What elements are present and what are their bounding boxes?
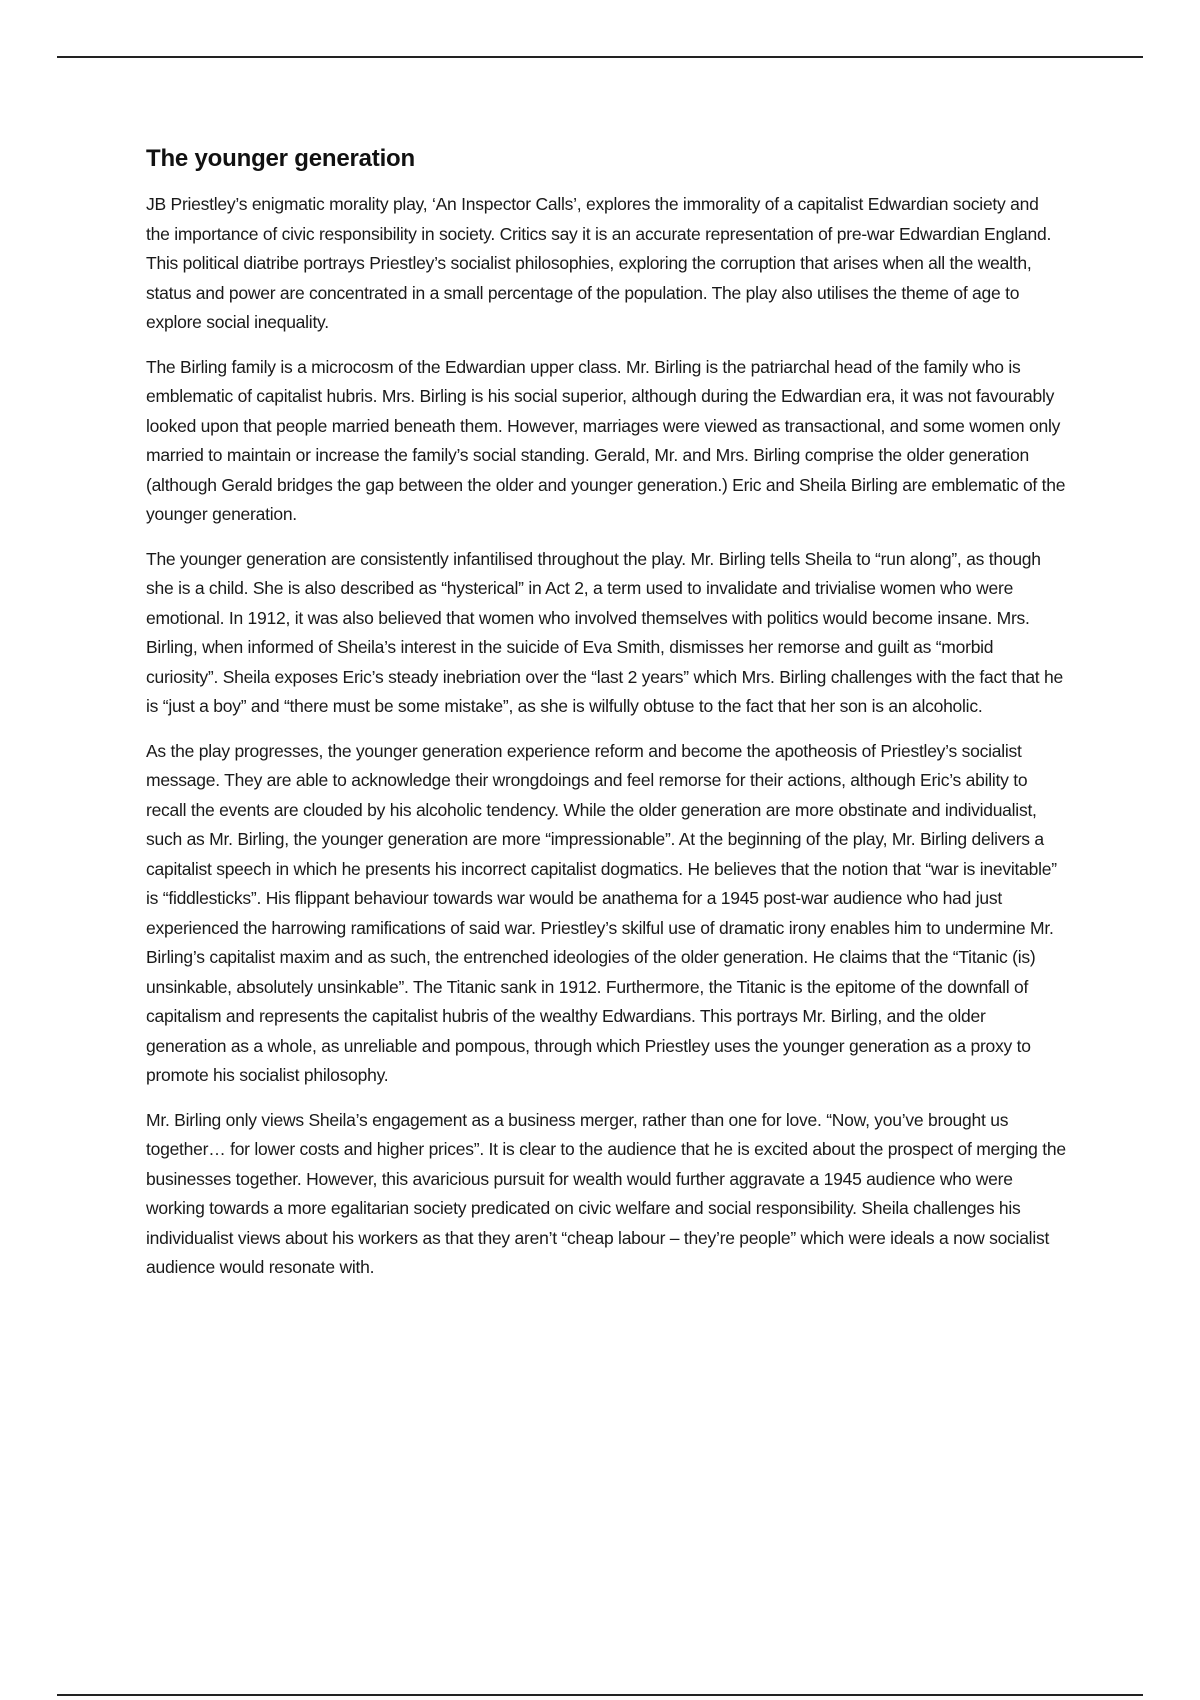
paragraph-engagement: Mr. Birling only views Sheila’s engagement as a business merger, rather than one for love. “Now, you’ve brought us together… for lower costs and higher prices”. It is clear to the audience that he is excited about the prospect of merging the businesses together. However, this avaricious pursuit for wealth would further aggravate a 1945 audience who were working towards a more egalitarian society predicated on civic welfare and social responsibility. Sheila challenges his individualist views about his workers as that they aren’t “cheap labour – they’re people” which were ideals a now socialist audience would resonate with.	[146, 1109, 1066, 1277]
document-body	[146, 145, 1066, 1298]
bottom-rule	[57, 1694, 1143, 1696]
paragraph-birling-family: The Birling family is a microcosm of the Edwardian upper class. Mr. Birling is the patriarchal head of the family who is emblematic of capitalist hubris. Mrs. Birling is his social superior, although during the Edwardian era, it was not favourably looked upon that people married beneath them. However, marriages were viewed as transactional, and some women only married to maintain or increase the family’s social standing. Gerald, Mr. and Mrs. Birling comprise the older generation (although Gerald bridges the gap between the older and younger generation.) Eric and Sheila Birling are emblematic of the younger generation.	[146, 356, 1066, 524]
paragraph-reform: As the play progresses, the younger generation experience reform and become the apotheosis of Priestley’s socialist message. They are able to acknowledge their wrongdoings and feel remorse for their actions, although Eric’s ability to recall the events are clouded by his alcoholic tendency. While the older generation are more obstinate and individualist, such as Mr. Birling, the younger generation are more “impressionable”. At the beginning of the play, Mr. Birling delivers a capitalist speech in which he presents his incorrect capitalist dogmatics. He believes that the notion that “war is inevitable” is “fiddlesticks”. His flippant behaviour towards war would be anathema for a 1945 post-war audience who had just experienced the harrowing ramifications of said war. Priestley’s skilful use of dramatic irony enables him to undermine Mr. Birling’s capitalist maxim and as such, the entrenched ideologies of the older generation. He claims that the “Titanic (is) unsinkable, absolutely unsinkable”. The Titanic sank in 1912. Furthermore, the Titanic is the epitome of the downfall of capitalism and represents the capitalist hubris of the wealthy Edwardians. This portrays Mr. Birling, and the older generation as a whole, as unreliable and pompous, through which Priestley uses the younger generation as a proxy to promote his socialist philosophy.	[146, 740, 1057, 1085]
paragraph-intro: JB Priestley’s enigmatic morality play, ‘An Inspector Calls’, explores the immorality of a capitalist Edwardian society and the importance of civic responsibility in society. Critics say it is an accurate representation of pre-war Edwardian England. This political diatribe portrays Priestley’s socialist philosophies, exploring the corruption that arises when all the wealth, status and power are concentrated in a small percentage of the population. The play also utilises the theme of age to explore social inequality.	[146, 194, 1052, 332]
page-title: The younger generation	[146, 145, 415, 172]
paragraph-infantilised: The younger generation are consistently infantilised throughout the play. Mr. Birling tells Sheila to “run along”, as though she is a child. She is also described as “hysterical” in Act 2, a term used to invalidate and trivialise women who were emotional. In 1912, it was also believed that women who involved themselves with politics would become insane. Mrs. Birling, when informed of Sheila’s interest in the suicide of Eva Smith, dismisses her remorse and guilt as “morbid curiosity”. Sheila exposes Eric’s steady inebriation over the “last 2 years” which Mrs. Birling challenges with the fact that he is “just a boy” and “there must be some mistake”, as she is wilfully obtuse to the fact that her son is an alcoholic.	[146, 548, 1063, 716]
top-rule	[57, 56, 1143, 58]
